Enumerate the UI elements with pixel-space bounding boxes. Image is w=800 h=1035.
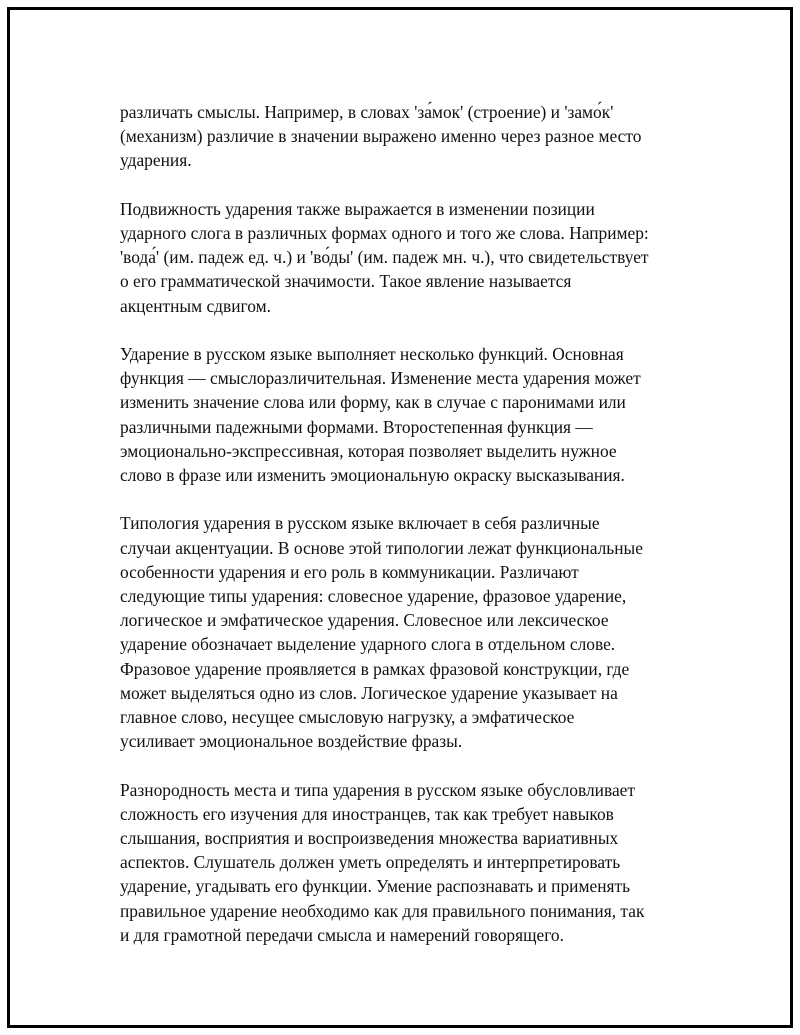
paragraph-stress-functions: Ударение в русском языке выполняет несколько функций. Основная функция — смыслоразличительная. Изменение места ударения может изменить значение слова или форму, как в случае с паронимами или различными падежными формами. Второстепенная функция — эмоционально-экспрессивная, которая позволяет выделить нужное слово в фразе или изменить эмоциональную окраску высказывания.	[120, 344, 641, 486]
document-body	[120, 100, 695, 947]
page-border	[7, 7, 793, 1028]
paragraph-stress-meaning: различать смыслы. Например, в словах 'за́мок' (строение) и 'замо́к' (механизм) различие в значении выражено именно через разное место ударения.	[120, 102, 642, 171]
paragraph-stress-mobility: Подвижность ударения также выражается в изменении позиции ударного слога в различных формах одного и того же слова. Например: 'вода́' (им. падеж ед. ч.) и 'во́ды' (им. падеж мн. ч.), что свидетельствует о его грамматической значимости. Такое явление называется акцентным сдвигом.	[120, 198, 649, 316]
paragraph-stress-typology: Типология ударения в русском языке включает в себя различные случаи акцентуации. В основе этой типологии лежат функциональные особенности ударения и его роль в коммуникации. Различают следующие типы ударения: словесное ударение, фразовое ударение, логическое и эмфатическое ударения. Словесное или лексическое ударение обозначает выделение ударного слога в отдельном слове. Фразовое ударение проявляется в рамках фразовой конструкции, где может выделяться одно из слов. Логическое ударение указывает на главное слово, несущее смысловую нагрузку, а эмфатическое усиливает эмоциональное воздействие фразы.	[120, 513, 643, 752]
paragraph-stress-learning: Разнородность места и типа ударения в русском языке обусловливает сложность его изучения для иностранцев, так как требует навыков слышания, восприятия и воспроизведения множества вариативных аспектов. Слушатель должен уметь определять и интерпретировать ударение, угадывать его функции. Умение распознавать и применять правильное ударение необходимо как для правильного понимания, так и для грамотной передачи смысла и намерений говорящего.	[120, 779, 645, 945]
